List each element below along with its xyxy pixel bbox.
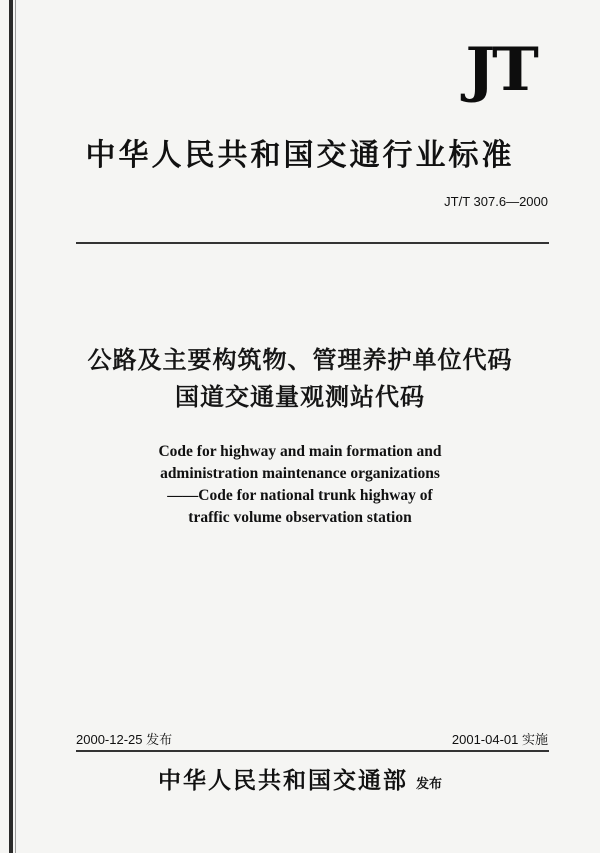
- english-title-line: Code for highway and main formation and: [158, 443, 442, 460]
- standard-number: JT/T 307.6—2000: [444, 194, 548, 209]
- implement-date: 2001-04-01 实施: [451, 732, 548, 747]
- page-edge: [9, 0, 13, 853]
- english-title-line: administration maintenance organizations: [160, 465, 440, 482]
- publisher-action: 发布: [415, 777, 442, 792]
- standard-title: 中华人民共和国交通行业标准: [85, 138, 515, 173]
- publisher-block: [0, 762, 600, 795]
- jt-logo: JT: [465, 35, 536, 105]
- top-divider: [76, 242, 549, 244]
- page-edge-line: [15, 0, 16, 853]
- issue-date: 2000-12-25 发布: [76, 732, 173, 747]
- chinese-title-line-1: 公路及主要构筑物、管理养护单位代码: [87, 346, 513, 374]
- english-title-line: ——Code for national trunk highway of: [167, 487, 433, 504]
- chinese-title-line-2: 国道交通量观测站代码: [175, 383, 425, 411]
- english-title: [0, 441, 600, 529]
- english-title-line: traffic volume observation station: [188, 509, 412, 526]
- publisher-name: 中华人民共和国交通部: [157, 768, 408, 794]
- bottom-divider: [76, 750, 549, 752]
